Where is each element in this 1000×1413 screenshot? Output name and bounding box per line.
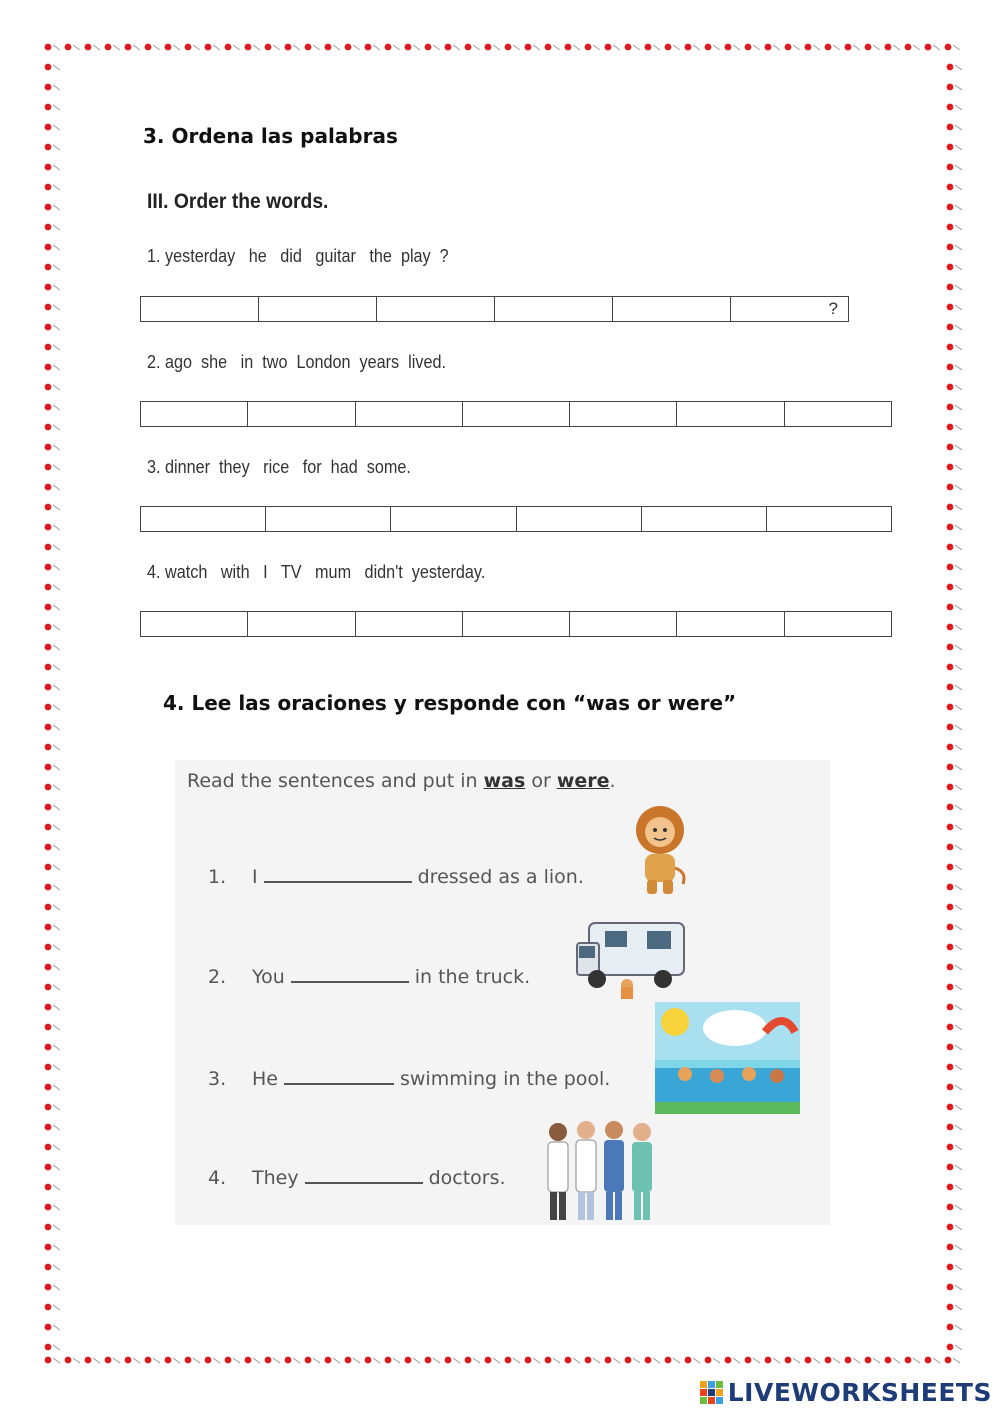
answer-box[interactable]	[259, 297, 377, 321]
answer-box[interactable]	[391, 507, 516, 531]
sentence-4	[208, 1164, 506, 1189]
answer-boxes-3	[140, 506, 892, 532]
answer-blank-2[interactable]	[291, 963, 409, 983]
exercise-instruction	[187, 770, 616, 792]
answer-box[interactable]	[613, 297, 731, 321]
answer-box[interactable]	[377, 297, 495, 321]
liveworksheets-logo	[699, 1378, 992, 1407]
answer-box[interactable]	[463, 612, 570, 636]
answer-box[interactable]	[141, 612, 248, 636]
question-2-text: 2. ago she in two London years lived.	[147, 352, 446, 372]
instruction-or: or	[525, 770, 557, 792]
sentence-number: 4.	[208, 1167, 227, 1189]
instruction-text: Read the sentences and put in	[187, 770, 484, 792]
answer-box[interactable]	[141, 507, 266, 531]
question-3-text: 3. dinner they rice for had some.	[147, 457, 411, 477]
answer-box[interactable]	[248, 402, 355, 426]
answer-box[interactable]	[141, 297, 259, 321]
answer-blank-1[interactable]	[264, 863, 412, 883]
answer-box[interactable]	[356, 612, 463, 636]
answer-box[interactable]	[642, 507, 767, 531]
logo-grid-icon	[699, 1380, 725, 1406]
answer-box[interactable]	[570, 402, 677, 426]
lion-costume-picture	[625, 802, 695, 897]
answer-box[interactable]	[785, 402, 891, 426]
answer-boxes-1	[140, 296, 849, 322]
sentence-start: You	[252, 966, 285, 988]
sentence-number: 2.	[208, 966, 227, 988]
answer-box[interactable]	[677, 612, 784, 636]
answer-box[interactable]	[495, 297, 613, 321]
section-3-heading: 3. Ordena las palabras	[143, 124, 398, 148]
section-3-subheading: III. Order the words.	[147, 190, 329, 213]
sentence-3	[208, 1065, 610, 1090]
answer-box[interactable]	[248, 612, 355, 636]
answer-box-question-mark[interactable]: ?	[828, 299, 838, 318]
answer-box[interactable]	[677, 402, 784, 426]
sentence-end: swimming in the pool.	[399, 1068, 611, 1090]
logo-text: LIVEWORKSHEETS	[727, 1378, 992, 1407]
was-were-exercise-panel	[175, 760, 830, 1225]
sentence-1	[208, 863, 584, 888]
sentence-end: doctors.	[428, 1167, 506, 1189]
sentence-start: They	[252, 1167, 299, 1189]
answer-box[interactable]	[356, 402, 463, 426]
answer-box[interactable]	[570, 612, 677, 636]
truck-picture	[567, 915, 692, 1000]
answer-blank-3[interactable]	[284, 1065, 394, 1085]
sentence-number: 1.	[208, 866, 227, 888]
sentence-number: 3.	[208, 1068, 227, 1090]
sentence-end: dressed as a lion.	[417, 866, 584, 888]
answer-box[interactable]	[767, 507, 891, 531]
question-1-text: 1. yesterday he did guitar the play ?	[147, 246, 449, 266]
answer-box[interactable]	[517, 507, 642, 531]
question-4-text: 4. watch with I TV mum didn't yesterday.	[147, 562, 486, 582]
answer-boxes-4	[140, 611, 892, 637]
sentence-2	[208, 963, 530, 988]
answer-blank-4[interactable]	[305, 1164, 423, 1184]
answer-box[interactable]	[463, 402, 570, 426]
sentence-start: I	[252, 866, 258, 888]
answer-box[interactable]	[785, 612, 891, 636]
answer-boxes-2	[140, 401, 892, 427]
instruction-period: .	[609, 770, 616, 792]
pool-picture	[655, 1002, 800, 1114]
sentence-start: He	[252, 1068, 278, 1090]
sentence-end: in the truck.	[414, 966, 531, 988]
answer-box[interactable]	[266, 507, 391, 531]
word-was: was	[483, 770, 526, 792]
section-4-heading: 4. Lee las oraciones y responde con “was or were”	[163, 691, 737, 715]
answer-box[interactable]	[141, 402, 248, 426]
word-were: were	[556, 770, 610, 792]
doctors-picture	[540, 1118, 670, 1223]
